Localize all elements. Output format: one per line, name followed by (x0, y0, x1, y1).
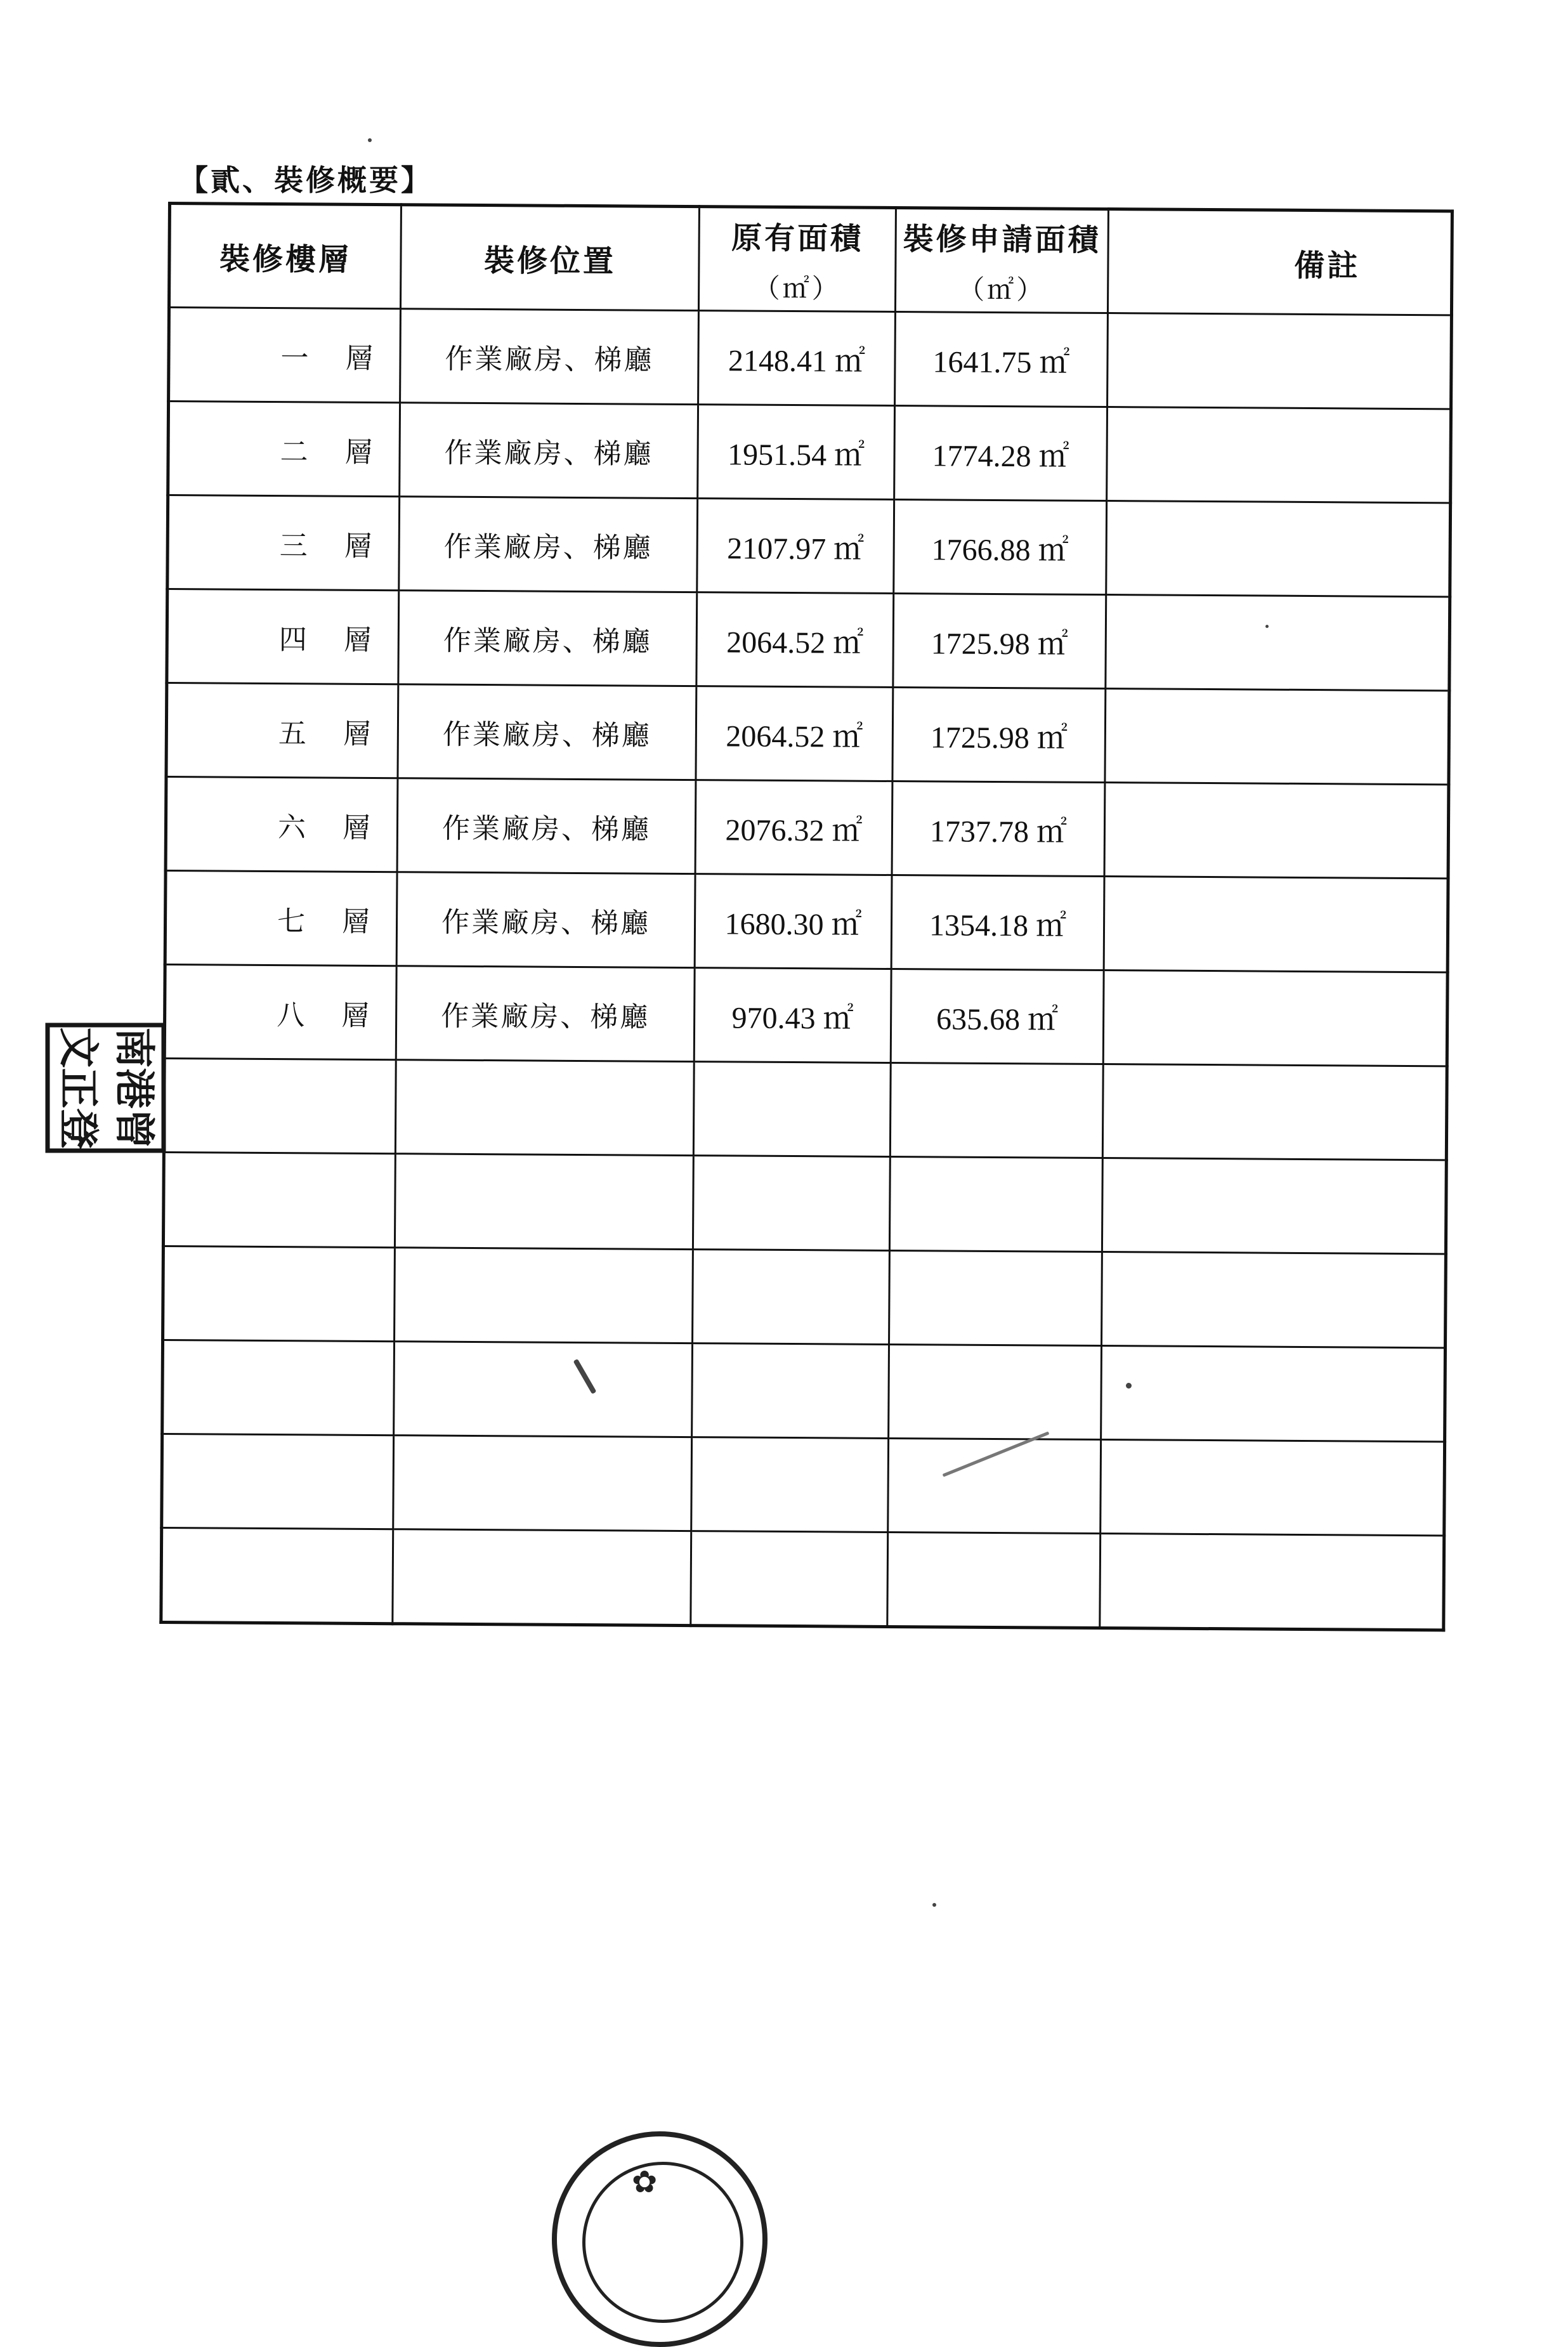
empty-cell (163, 1246, 395, 1341)
header-original-area (698, 207, 896, 312)
remarks-cell (1105, 689, 1449, 785)
empty-cell (395, 1154, 693, 1250)
floor-number: 六 (277, 811, 306, 844)
table-row (165, 870, 1448, 972)
applied-area-cell: 1725.98 ㎡ (893, 593, 1106, 688)
header-applied-area (895, 208, 1108, 313)
applied-area-cell: 1725.98 ㎡ (892, 687, 1106, 782)
header-applied-area-label: 裝修申請面積 (903, 221, 1101, 258)
empty-cell (693, 1062, 891, 1157)
original-area-cell: 1680.30 ㎡ (695, 874, 892, 969)
floor-suffix: 層 (343, 624, 372, 657)
floor-number: 五 (278, 717, 307, 750)
header-original-area-label: 原有面積 (731, 219, 864, 257)
table-row (168, 402, 1451, 503)
empty-cell (693, 1250, 890, 1345)
floor-cell (168, 402, 400, 497)
section-heading: 【貳、裝修概要】 (179, 163, 433, 197)
empty-table-row (161, 1527, 1444, 1630)
remarks-cell (1106, 595, 1450, 691)
applied-area-cell: 1641.75 ㎡ (895, 312, 1108, 407)
empty-table-row (162, 1340, 1446, 1441)
applied-area-cell: 1354.18 ㎡ (891, 875, 1104, 970)
empty-table-row (163, 1246, 1446, 1347)
original-area-cell: 2076.32 ㎡ (695, 780, 892, 875)
seal-char: 南 (110, 1027, 158, 1068)
floor-number: 三 (279, 529, 308, 562)
header-position: 裝修位置 (400, 205, 699, 311)
plum-blossom-icon: ✿ (632, 2164, 658, 2200)
renovation-summary-table (159, 202, 1454, 1631)
floor-suffix: 層 (345, 342, 374, 375)
floor-cell (166, 776, 398, 872)
empty-cell (1100, 1534, 1444, 1630)
applied-area-cell: 1737.78 ㎡ (892, 781, 1105, 876)
position-cell: 作業廠房、梯廳 (398, 591, 697, 686)
original-area-cell: 2107.97 ㎡ (697, 499, 894, 594)
scan-speck (368, 138, 372, 142)
table-row (167, 495, 1451, 597)
empty-cell (890, 1062, 1103, 1158)
empty-table-row (162, 1434, 1445, 1535)
floor-number: 四 (278, 623, 307, 656)
position-cell: 作業廠房、梯廳 (398, 684, 696, 780)
header-applied-area-unit: （㎡） (958, 273, 1046, 305)
floor-suffix: 層 (343, 717, 372, 750)
table-header-row (169, 204, 1452, 315)
floor-number: 二 (280, 435, 308, 468)
empty-cell (691, 1437, 889, 1533)
scan-speck (1126, 1383, 1132, 1389)
position-cell: 作業廠房、梯廳 (396, 966, 695, 1062)
table-row (166, 683, 1449, 785)
empty-cell (889, 1156, 1102, 1252)
seal-char: 曾 (110, 1108, 158, 1149)
remarks-cell (1107, 407, 1451, 503)
applied-area-cell: 635.68 ㎡ (891, 969, 1104, 1064)
table-body (161, 308, 1452, 1630)
table-row (169, 308, 1452, 409)
original-area-cell: 1951.54 ㎡ (698, 405, 895, 500)
remarks-cell (1107, 313, 1452, 409)
original-area-cell: 970.43 ㎡ (694, 968, 891, 1063)
round-seal (552, 2131, 768, 2347)
empty-table-row (163, 1152, 1446, 1253)
floor-suffix: 層 (344, 530, 372, 563)
floor-cell (167, 589, 399, 684)
floor-suffix: 層 (341, 999, 370, 1032)
floor-cell (166, 683, 398, 778)
seal-char: 登 (54, 1108, 102, 1149)
position-cell: 作業廠房、梯廳 (397, 778, 696, 874)
scan-speck (1265, 625, 1269, 628)
seal-char: 文 (54, 1027, 102, 1068)
original-area-cell: 2064.52 ㎡ (696, 686, 893, 781)
floor-cell (165, 870, 397, 965)
empty-cell (1101, 1440, 1445, 1536)
scan-speck (932, 1903, 936, 1907)
empty-cell (163, 1152, 395, 1247)
empty-cell (1102, 1064, 1447, 1160)
empty-cell (691, 1531, 888, 1627)
floor-cell (164, 964, 396, 1059)
position-cell: 作業廠房、梯廳 (396, 872, 695, 968)
remarks-cell (1106, 501, 1451, 597)
seal-char: 正 (54, 1068, 102, 1109)
floor-cell (169, 308, 401, 403)
remarks-cell (1104, 783, 1449, 879)
position-cell: 作業廠房、梯廳 (400, 403, 698, 499)
floor-number: 一 (280, 341, 309, 374)
empty-cell (393, 1529, 691, 1626)
empty-cell (887, 1532, 1101, 1628)
empty-cell (1102, 1158, 1446, 1254)
round-seal-inner-ring (582, 2162, 743, 2323)
empty-cell (394, 1342, 693, 1437)
remarks-cell (1103, 971, 1447, 1066)
empty-table-row (164, 1058, 1447, 1160)
floor-cell (167, 495, 400, 591)
table-row (167, 589, 1450, 691)
header-original-area-unit: （㎡） (753, 272, 841, 304)
applied-area-cell: 1774.28 ㎡ (894, 406, 1107, 501)
seal-char: 港 (110, 1068, 158, 1109)
position-cell: 作業廠房、梯廳 (399, 497, 698, 592)
floor-number: 八 (277, 998, 305, 1031)
empty-cell (162, 1340, 395, 1435)
empty-cell (889, 1250, 1102, 1345)
floor-number: 七 (277, 905, 306, 938)
empty-cell (1102, 1252, 1446, 1348)
applied-area-cell: 1766.88 ㎡ (894, 500, 1107, 595)
empty-cell (889, 1344, 1102, 1439)
empty-cell (393, 1435, 692, 1531)
floor-suffix: 層 (341, 905, 370, 938)
original-area-cell: 2064.52 ㎡ (696, 592, 894, 688)
empty-cell (395, 1248, 693, 1343)
table-row (164, 964, 1447, 1066)
empty-cell (1101, 1346, 1446, 1442)
empty-cell (161, 1527, 393, 1623)
empty-cell (693, 1156, 890, 1251)
empty-cell (164, 1058, 396, 1153)
empty-cell (395, 1060, 694, 1156)
empty-cell (162, 1434, 394, 1529)
header-floor: 裝修樓層 (169, 204, 401, 309)
floor-suffix: 層 (342, 811, 371, 844)
empty-cell (692, 1343, 889, 1439)
table-row (166, 776, 1449, 878)
square-seal (46, 1023, 166, 1153)
floor-suffix: 層 (344, 436, 373, 469)
header-remarks: 備註 (1107, 209, 1452, 315)
position-cell: 作業廠房、梯廳 (400, 309, 699, 405)
original-area-cell: 2148.41 ㎡ (698, 311, 896, 406)
remarks-cell (1104, 877, 1448, 972)
